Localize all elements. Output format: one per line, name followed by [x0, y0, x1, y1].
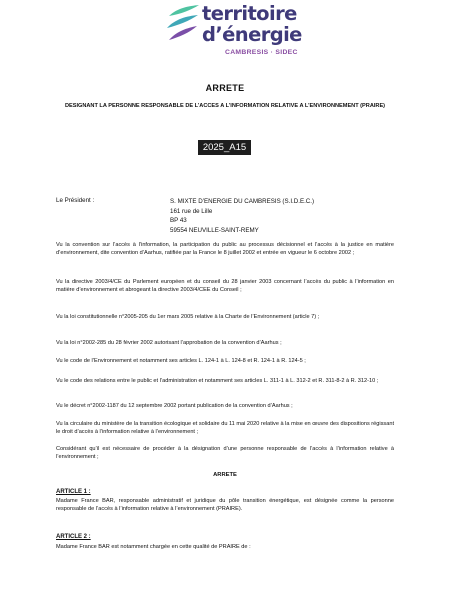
document-title: ARRETE: [205, 83, 245, 93]
logo: [165, 2, 335, 64]
logo-text-line1: territoire: [202, 2, 297, 25]
article2-text: Madame France BAR est notamment chargée en cette qualité de PRAIRE de :: [56, 544, 251, 550]
logo-text-line2: d’énergie: [202, 23, 302, 46]
article2-title: ARTICLE 2 :: [56, 534, 91, 540]
address-line: BP 43: [170, 217, 187, 225]
paragraph-environment-code: Vu le code de l’Environnement et notamment ses articles L. 124-1 à L. 124-8 et R. 124-1 à R. 124-5 ;: [56, 358, 306, 364]
paragraph-law-2002: Vu la loi n°2002-285 du 28 février 2002 autorisant l’approbation de la convention d’Aarhus ;: [56, 340, 282, 346]
paragraph-aarhus-convention: Vu la convention sur l’accès à l’information, la participation du public au processus décisionnel et l’accès à la justice en matière d’environnement, dite convention d’Aarhus, ratifiée par la France le 8 juillet 2002 et entrée en vigueur le 6 octobre 2002 ;: [56, 242, 394, 256]
president-label: Le Président :: [56, 197, 95, 204]
address-line: S. MIXTE D’ENERGIE DU CAMBRESIS (S.I.D.E.C.): [170, 198, 315, 205]
document-subtitle: DESIGNANT LA PERSONNE RESPONSABLE DE L’ACCES A L’INFORMATION RELATIVE A L’ENVIRONNEMENT (PRAIRE): [64, 103, 386, 109]
paragraph-decree: Vu le décret n°2002-1187 du 12 septembre 2002 portant publication de la convention d’Aarhus ;: [56, 403, 293, 409]
paragraph-considering: Considérant qu’il est nécessaire de procéder à la désignation d’une personne responsable de l’accès à l’information relative à l’environnement ;: [56, 446, 394, 460]
paragraph-directive: Vu la directive 2003/4/CE du Parlement européen et du conseil du 28 janvier 2003 concernant l’accès du public à l’information en matière d’environnement et abrogeant la directive 2003/4/CEE du Conseil ;: [56, 279, 394, 293]
article1-text: Madame France BAR, responsable administratif et juridique du pôle transition énergétique, est désignée comme la personne responsable de l’accès à l’information relative à l’environnement (PRAIRE).: [56, 498, 394, 512]
arrete-heading: ARRETE: [213, 472, 237, 478]
address-line: 59554 NEUVILLE-SAINT-REMY: [170, 226, 259, 234]
logo-subtitle: CAMBRESIS · SIDEC: [225, 49, 298, 56]
paragraph-constitutional-law: Vu la loi constitutionnelle n°2005-205 du 1er mars 2005 relative à la Charte de l’Environnement (article 7) ;: [56, 314, 320, 320]
paragraph-relations-code: Vu le code des relations entre le public et l’administration et notamment ses articles L. 311-1 à L. 312-2 et R. 311-8-2 à R. 312-10 ;: [56, 378, 379, 384]
address-block: [170, 197, 314, 235]
article1-title: ARTICLE 1 :: [56, 489, 91, 495]
address-line: 161 rue de Lille: [170, 207, 213, 215]
paragraph-circular: Vu la circulaire du ministère de la transition écologique et solidaire du 11 mai 2020 relative à la mise en œuvre des dispositions régissant le droit d’accès à l’information relative à l’environnement ;: [56, 421, 394, 435]
reference-number: 2025_A15: [198, 140, 251, 155]
logo-swoosh-icon: [165, 2, 201, 46]
